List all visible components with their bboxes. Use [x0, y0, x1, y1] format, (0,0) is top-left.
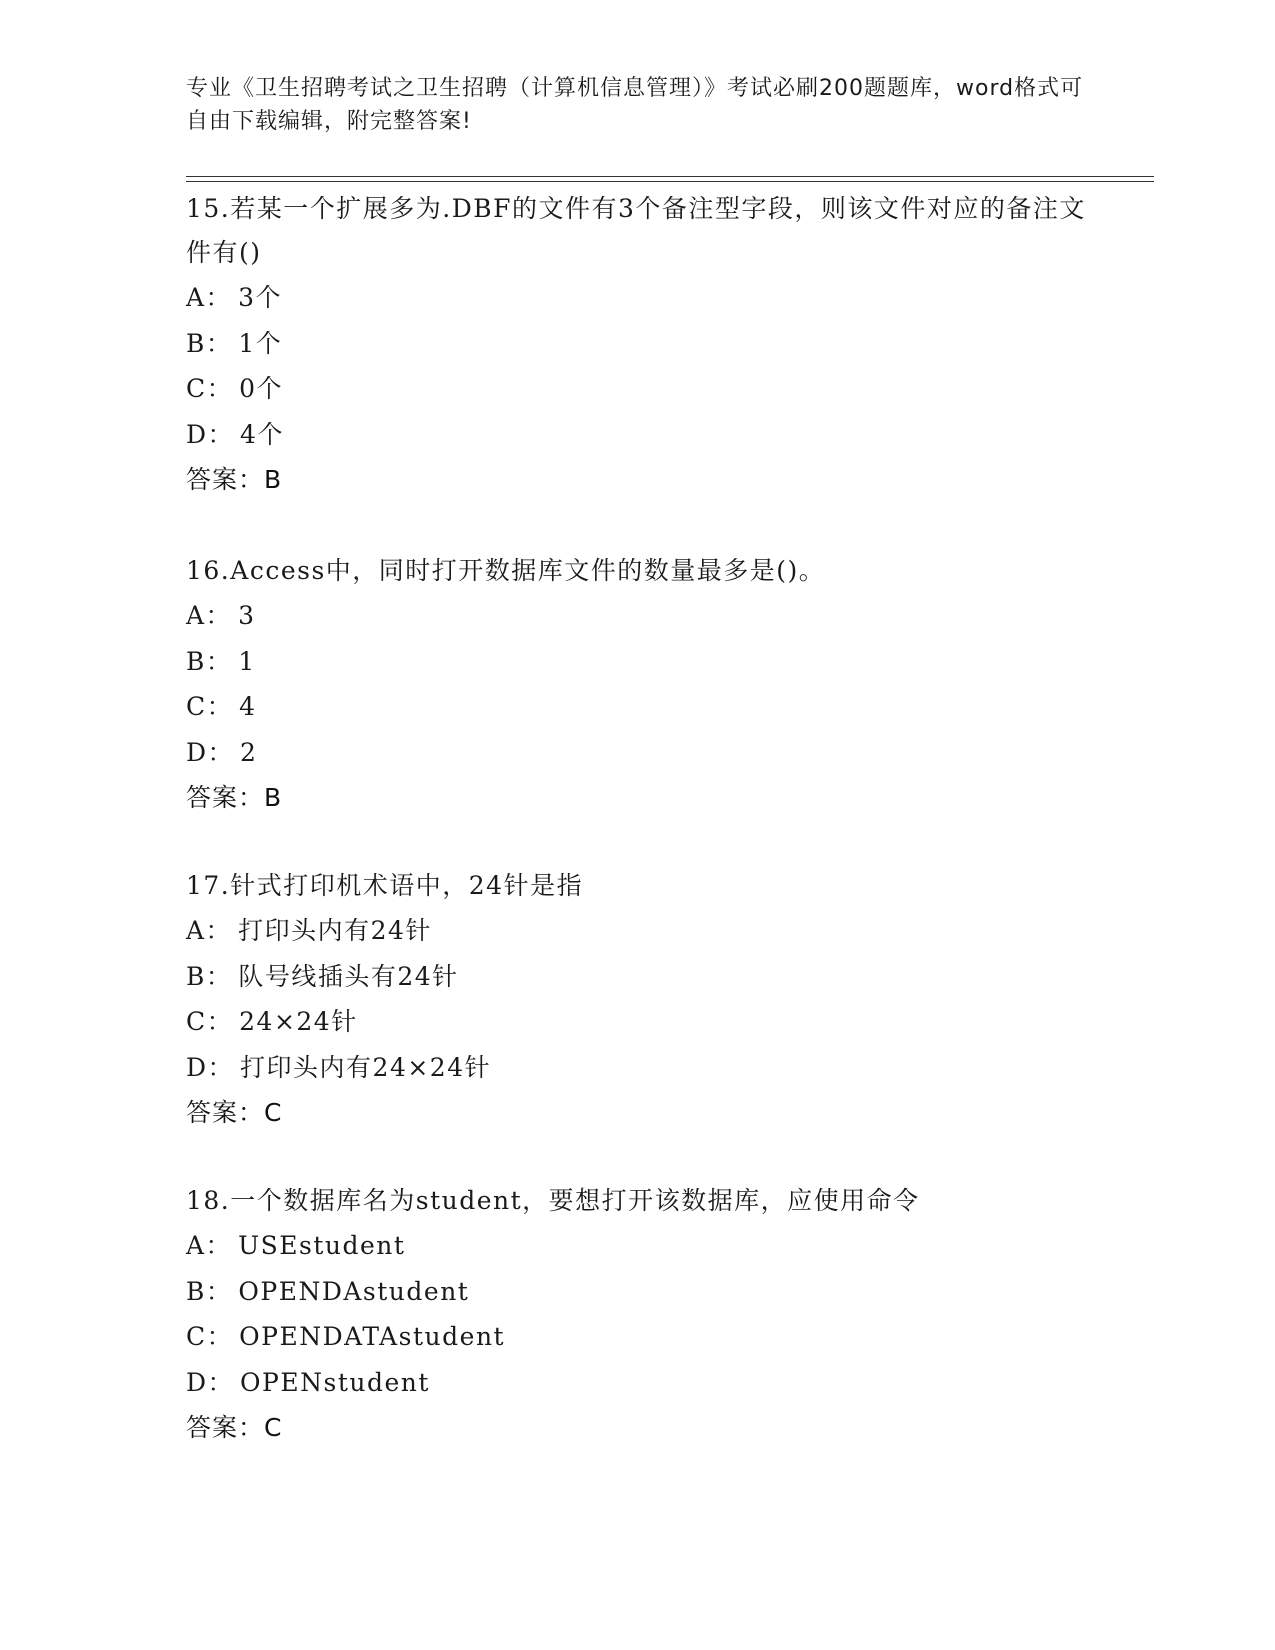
- option-c: [186, 684, 1086, 730]
- option-d: [186, 1360, 1086, 1406]
- answer-label: 答案：C: [186, 1413, 283, 1442]
- option-key: D：: [186, 737, 235, 767]
- option-key: A：: [186, 601, 233, 630]
- question-stem: 16.Access中，同时打开数据库文件的数量最多是()。: [186, 556, 826, 585]
- option-text: 打印头内有24针: [238, 916, 432, 945]
- option-text: OPENstudent: [240, 1367, 430, 1397]
- option-key: B：: [186, 646, 233, 676]
- question-16: [186, 549, 1086, 821]
- option-key: D：: [186, 1367, 235, 1397]
- option-d: [186, 730, 1086, 776]
- option-text: 1个: [238, 328, 283, 358]
- option-key: C：: [186, 1007, 234, 1036]
- option-text: 24×24针: [239, 1007, 358, 1036]
- option-text: 3: [238, 601, 256, 630]
- option-key: D：: [186, 419, 235, 449]
- option-text: 3个: [238, 283, 282, 312]
- option-key: D：: [186, 1052, 235, 1082]
- question-stem: 17.针式打印机术语中，24针是指: [186, 871, 584, 900]
- question-17: [186, 864, 1086, 1136]
- option-text: OPENDAstudent: [238, 1276, 470, 1306]
- option-d: [186, 1045, 1086, 1091]
- option-key: A：: [186, 1231, 233, 1260]
- option-a: [186, 593, 1086, 639]
- question-stem: 15.若某一个扩展多为.DBF的文件有3个备注型字段，则该文件对应的备注文件有(): [186, 194, 1086, 267]
- option-text: OPENDATAstudent: [239, 1322, 506, 1351]
- option-b: [186, 639, 1086, 685]
- option-key: A：: [186, 283, 233, 312]
- option-c: [186, 999, 1086, 1045]
- option-key: B：: [186, 328, 233, 358]
- option-key: C：: [186, 374, 234, 403]
- answer-label: 答案：B: [186, 783, 283, 812]
- option-key: C：: [186, 1322, 234, 1351]
- option-a: [186, 1223, 1086, 1269]
- option-key: C：: [186, 692, 234, 721]
- option-text: 1: [238, 646, 256, 676]
- option-a: [186, 275, 1086, 321]
- document-header: 专业《卫生招聘考试之卫生招聘（计算机信息管理）》考试必刷200题题库，word格式可自由下载编辑，附完整答案!: [186, 76, 1084, 134]
- option-text: 4个: [240, 419, 284, 449]
- option-a: [186, 908, 1086, 954]
- answer-label: 答案：B: [186, 465, 283, 494]
- option-b: [186, 1269, 1086, 1315]
- option-text: 队号线插头有24针: [238, 961, 459, 991]
- option-key: B：: [186, 1276, 233, 1306]
- option-text: 0个: [239, 374, 284, 403]
- option-text: 4: [239, 692, 257, 721]
- header-divider-bottom: [186, 181, 1154, 182]
- option-text: 2: [240, 737, 258, 767]
- answer-label: 答案：C: [186, 1098, 283, 1127]
- option-c: [186, 366, 1086, 412]
- question-15: [186, 187, 1086, 503]
- question-18: [186, 1179, 1086, 1451]
- option-d: [186, 412, 1086, 458]
- question-stem: 18.一个数据库名为student，要想打开该数据库，应使用命令: [186, 1186, 920, 1215]
- option-c: [186, 1314, 1086, 1360]
- option-key: A：: [186, 916, 233, 945]
- option-text: USEstudent: [238, 1231, 406, 1260]
- header-divider-top: [186, 176, 1154, 177]
- option-text: 打印头内有24×24针: [240, 1052, 492, 1082]
- option-b: [186, 954, 1086, 1000]
- option-b: [186, 321, 1086, 367]
- option-key: B：: [186, 961, 233, 991]
